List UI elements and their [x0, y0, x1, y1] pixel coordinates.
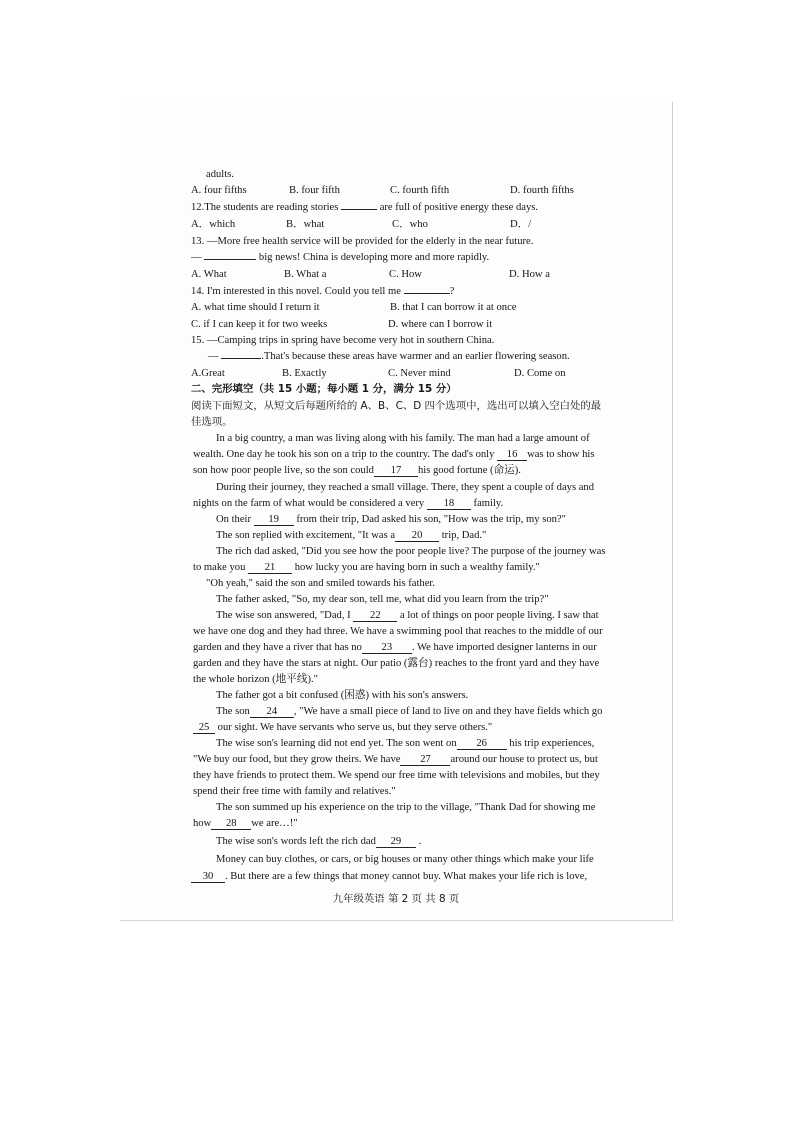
q14-option-a: A. what time should I return it	[191, 302, 320, 313]
blank-23: 23	[362, 642, 412, 654]
passage-text: wealth. One day he took his son on a trip to the country. The dad's only	[193, 449, 495, 460]
passage-text: garden and they have a river that has no	[193, 642, 362, 653]
page-footer: 九年级英语 第 2 页 共 8 页	[332, 893, 460, 905]
passage-text: On their	[216, 514, 252, 525]
q13-option-d: D. How a	[509, 269, 550, 280]
blank-25: 25	[193, 722, 215, 734]
passage-line: The rich dad asked, "Did you see how the poor people live? The purpose of the journey was	[216, 546, 606, 557]
scanned-page	[120, 102, 673, 921]
passage-line: garden and they have the stars at night. Our patio (露台) reaches to the front yard and they have	[193, 658, 600, 669]
passage-text: from their trip, Dad asked his son, "How was the trip, my son?"	[296, 514, 566, 525]
q11-option-c: C. fourth fifth	[390, 185, 450, 196]
q15-blank	[221, 358, 261, 359]
passage-line	[216, 737, 594, 750]
passage-text: . But there are a few things that money cannot buy. What makes your life rich is love,	[225, 871, 588, 882]
passage-line	[216, 705, 602, 718]
passage-line: Money can buy clothes, or cars, or big houses or many other things which make your life	[216, 854, 594, 865]
q13-option-a: A. What	[191, 269, 227, 280]
passage-line	[193, 448, 594, 461]
q12-option-b: B．what	[286, 219, 325, 230]
blank-28: 28	[211, 818, 251, 830]
passage-text: to make you	[193, 562, 246, 573]
passage-line	[216, 609, 599, 622]
section-instruction-line-1: 阅读下面短文，从短文后每题所给的 A、B、C、D 四个选项中，选出可以填入空白处的最	[191, 400, 602, 412]
passage-line: we have one dog and they had three. We have a swimming pool that reaches to the middle of our	[193, 626, 603, 637]
q13-blank	[204, 259, 256, 260]
q14-option-c: C. if I can keep it for two weeks	[191, 319, 328, 330]
q11-option-d: D. fourth fifths	[510, 185, 574, 196]
passage-text: his good fortune (命运).	[417, 465, 521, 476]
passage-line: they have friends to protect them. We spend our free time with televisions and mobiles, but they	[193, 770, 600, 781]
q15-reply-text: .That's because these areas have warmer and an earlier flowering season.	[261, 351, 570, 362]
passage-text: nights on the farm of what would be considered a very	[193, 498, 425, 509]
passage-line	[193, 721, 492, 734]
passage-text: The son replied with excitement, "It was a	[216, 530, 396, 541]
blank-26: 26	[457, 738, 507, 750]
passage-line	[193, 561, 540, 574]
q15-stem: 15. —Camping trips in spring have become very hot in southern China.	[191, 335, 495, 346]
passage-line: The son summed up his experience on the trip to the village, "Thank Dad for showing me	[216, 802, 596, 813]
q14-stem-after: ?	[449, 286, 455, 297]
passage-text: family.	[473, 498, 504, 509]
passage-line	[216, 513, 566, 526]
passage-line	[193, 641, 597, 654]
q11-stem-tail: adults.	[206, 169, 234, 180]
section-instruction-line-2: 佳选项。	[191, 416, 233, 428]
passage-line	[193, 464, 521, 477]
blank-17: 17	[374, 465, 418, 477]
passage-text: The son	[216, 706, 250, 717]
q13-reply-text: big news! China is developing more and more rapidly.	[258, 252, 490, 263]
passage-text: The wise son's learning did not end yet. The son went on	[216, 738, 457, 749]
blank-18: 18	[427, 498, 471, 510]
passage-line	[216, 529, 486, 542]
blank-16: 16	[497, 449, 527, 461]
q13-reply	[191, 251, 489, 264]
passage-text: .	[418, 836, 422, 847]
passage-line	[193, 817, 298, 830]
passage-text: around our house to protect us, but	[450, 754, 598, 765]
q12-stem	[191, 201, 538, 214]
passage-line	[193, 497, 503, 510]
passage-text: . We have imported designer lanterns in our	[411, 642, 597, 653]
q11-option-a: A. four fifths	[191, 185, 247, 196]
blank-19: 19	[254, 514, 294, 526]
passage-line: spend their free time with family and relatives."	[193, 786, 396, 797]
q13-option-b: B. What a	[284, 269, 327, 280]
passage-line	[216, 835, 421, 848]
q15-option-d: D. Come on	[514, 368, 566, 379]
q12-blank	[341, 209, 377, 210]
q15-option-a: A.Great	[191, 368, 225, 379]
passage-line: During their journey, they reached a small village. There, they spent a couple of days and	[216, 482, 595, 493]
blank-21: 21	[248, 562, 292, 574]
passage-text: our sight. We have servants who serve us, but they serve others."	[217, 722, 493, 733]
q12-option-d: D．/	[510, 219, 532, 230]
passage-text: son how poor people live, so the son could	[193, 465, 374, 476]
q12-stem-after: are full of positive energy these days.	[379, 202, 539, 213]
passage-line	[193, 753, 598, 766]
q14-option-b: B. that I can borrow it at once	[390, 302, 517, 313]
passage-line: In a big country, a man was living along with his family. The man had a large amount of	[216, 433, 590, 444]
section-heading: 二、完形填空（共 15 小题；每小题 1 分，满分 15 分）	[191, 383, 457, 395]
passage-line: the whole horizon (地平线)."	[193, 674, 318, 685]
blank-20: 20	[395, 530, 439, 542]
passage-text: was to show his	[527, 449, 595, 460]
passage-text: how	[193, 818, 212, 829]
blank-24: 24	[250, 706, 294, 718]
blank-30: 30	[191, 871, 225, 883]
q15-option-c: C. Never mind	[388, 368, 451, 379]
q12-option-a: A．which	[191, 219, 236, 230]
blank-29: 29	[376, 836, 416, 848]
passage-text: "We buy our food, but they grow theirs. We have	[193, 754, 401, 765]
q12-option-c: C．who	[392, 219, 428, 230]
passage-text: a lot of things on poor people living. I saw that	[399, 610, 599, 621]
passage-text: trip, Dad."	[441, 530, 487, 541]
q14-stem	[191, 285, 454, 298]
passage-line	[191, 870, 587, 883]
passage-text: his trip experiences,	[509, 738, 595, 749]
q15-reply	[208, 350, 570, 363]
q15-option-b: B. Exactly	[282, 368, 327, 379]
q14-blank	[404, 293, 450, 294]
passage-text: The wise son's words left the rich dad	[216, 836, 376, 847]
q14-stem-before: 14. I'm interested in this novel. Could you tell me	[191, 286, 401, 297]
blank-22: 22	[353, 610, 397, 622]
q12-stem-before: 12.The students are reading stories	[191, 202, 339, 213]
q15-dash: —	[208, 351, 219, 362]
q11-option-b: B. four fifth	[289, 185, 340, 196]
q13-option-c: C. How	[389, 269, 422, 280]
q13-dash: —	[191, 252, 202, 263]
passage-text: , "We have a small piece of land to live on and they have fields which go	[293, 706, 603, 717]
q14-option-d: D. where can I borrow it	[388, 319, 493, 330]
passage-line: "Oh yeah," said the son and smiled towards his father.	[206, 578, 436, 589]
passage-text: we are…!"	[251, 818, 298, 829]
passage-line: The father asked, "So, my dear son, tell me, what did you learn from the trip?"	[216, 594, 549, 605]
passage-line: The father got a bit confused (困惑) with his son's answers.	[216, 690, 469, 701]
passage-text: how lucky you are having born in such a wealthy family."	[294, 562, 540, 573]
blank-27: 27	[400, 754, 450, 766]
passage-text: The wise son answered, "Dad, I	[216, 610, 351, 621]
q13-stem: 13. —More free health service will be provided for the elderly in the near future.	[191, 236, 534, 247]
